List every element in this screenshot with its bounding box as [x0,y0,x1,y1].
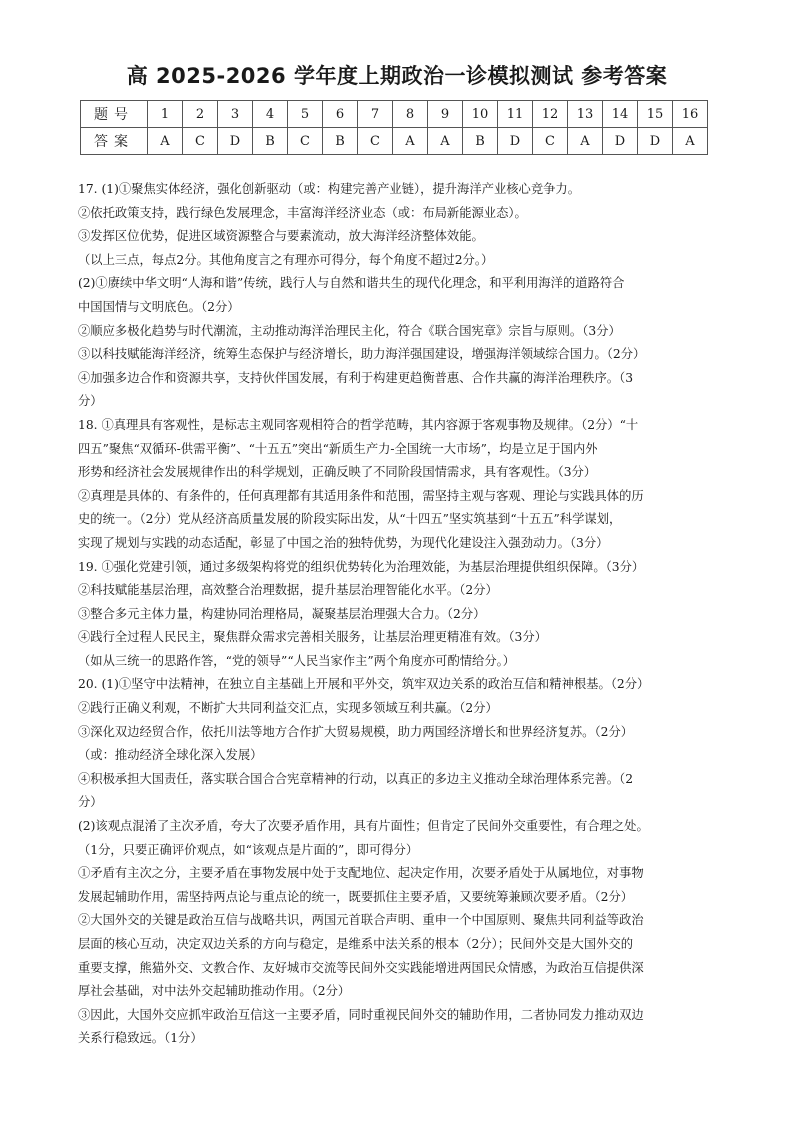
answer-line: 分） [78,795,103,810]
answer-line: ③整合多元主体力量，构建协同治理格局，凝聚基层治理强大合力。（2分） [78,606,486,621]
answer-line: ③以科技赋能海洋经济，统筹生态保护与经济增长，助力海洋强国建设，增强海洋领域综合国力。（2分） [78,347,646,362]
question-number: 12 [533,101,568,128]
answer-cell: A [568,128,603,155]
answer-line: ③发挥区位优势，促进区域资源整合与要素流动，放大海洋经济整体效能。 [78,229,484,244]
answer-line: ②科技赋能基层治理，高效整合治理数据，提升基层治理智能化水平。（2分） [78,583,498,598]
answer-line: ①矛盾有主次之分，主要矛盾在事物发展中处于支配地位、起决定作用，次要矛盾处于从属地位，对事物 [78,866,644,881]
answer-line: ②依托政策支持，践行绿色发展理念，丰富海洋经济业态（或：布局新能源业态）。 [78,205,527,220]
answer-line: 层面的核心互动，决定双边关系的方向与稳定，是维系中法关系的根本（2分）；民间外交是大国外交的 [78,937,634,951]
answer-line: ②践行正确义利观，不断扩大共同利益交汇点，实现多领域互利共赢。（2分） [78,701,498,716]
answer-line: 18. ①真理具有客观性，是标志主观同客观相符合的哲学范畴，其内容源于客观事物及规律。（2分）“十 [78,417,639,432]
answer-line: 17. (1)①聚焦实体经济，强化创新驱动（或：构建完善产业链），提升海洋产业核心竞争力。 [78,182,581,196]
answer-cell: C [358,128,393,155]
answer-body [78,178,720,1051]
answer-line: 形势和经济社会发展规律作出的科学规划，正确反映了不同阶段国情需求，具有客观性。（3分） [78,465,597,480]
answer-cell: B [253,128,288,155]
answer-cell: B [323,128,358,155]
answer-line: 实现了规划与实践的动态适配，彰显了中国之治的独特优势，为现代化建设注入强劲动力。（3分） [78,535,609,550]
answer-line: 厚社会基础，对中法外交起辅助推动作用。（2分） [78,984,351,999]
answer-line: （或：推动经济全球化深入发展） [78,748,263,763]
answer-cell: D [498,128,533,155]
question-number: 2 [183,101,218,128]
question-number: 4 [253,101,288,128]
answer-line: 中国国情与文明底色。（2分） [78,299,240,314]
answer-cell: A [148,128,183,155]
answer-line: 史的统一。（2分）党从经济高质量发展的阶段实际出发，从“十四五”坚实筑基到“十五五”科学谋划， [78,512,622,527]
answer-line: 分） [78,394,103,409]
answer-cell: A [393,128,428,155]
answer-line: 发展起辅助作用，需坚持两点论与重点论的统一，既要抓住主要矛盾，又要统筹兼顾次要矛盾。（2分） [78,889,634,904]
answer-cell: A [428,128,463,155]
answer-line: 20. (1)①坚守中法精神，在独立自主基础上开展和平外交，筑牢双边关系的政治互信和精神根基。（2分） [78,677,650,692]
answer-cell: D [638,128,673,155]
answer-line: ②顺应多极化趋势与时代潮流，主动推动海洋治理民主化，符合《联合国宪章》宗旨与原则。（3分） [78,323,621,338]
answer-line: ④践行全过程人民民主，聚焦群众需求完善相关服务，让基层治理更精准有效。（3分） [78,630,547,645]
question-number: 5 [288,101,323,128]
page-title: 高 2025-2026 学年度上期政治一诊模拟测试 参考答案 [126,64,668,88]
answer-line: (2)①赓续中华文明“人海和谐”传统，践行人与自然和谐共生的现代化理念，和平利用海洋的道路符合 [78,276,625,291]
answer-line: 重要支撑，熊猫外交、文教合作、友好城市交流等民间外交实践能增进两国民众情感，为政治互信提供深 [78,960,644,975]
answer-line: 19. ①强化党建引领，通过多级架构将党的组织优势转化为治理效能，为基层治理提供组织保障。（3分） [78,559,645,574]
answer-line: (2)该观点混淆了主次矛盾，夸大了次要矛盾作用，具有片面性；但肯定了民间外交重要性，有合理之处。 [78,819,649,834]
table-row [81,101,708,128]
question-number: 11 [498,101,533,128]
row-label: 题号 [81,101,148,128]
answer-cell: C [183,128,218,155]
answer-cell: D [603,128,638,155]
question-number: 3 [218,101,253,128]
question-number: 10 [463,101,498,128]
answer-line: ④加强多边合作和资源共享，支持伙伴国发展，有利于构建更趋衡普惠、合作共赢的海洋治理秩序。（3 [78,370,634,385]
answer-line: ②大国外交的关键是政治互信与战略共识，两国元首联合声明、重申一个中国原则、聚焦共同利益等政治 [78,913,644,928]
table-row [81,128,708,155]
question-number: 1 [148,101,183,128]
answer-line: ③深化双边经贸合作，依托川法等地方合作扩大贸易规模，助力两国经济增长和世界经济复苏。（2分） [78,724,634,739]
answer-line: （1分，只要正确评价观点，如“该观点是片面的”，即可得分） [78,842,419,857]
question-number: 13 [568,101,603,128]
answer-line: 关系行稳致远。（1分） [78,1031,203,1046]
question-number: 9 [428,101,463,128]
answer-cell: C [533,128,568,155]
answer-line: 四五”聚焦“双循环-供需平衡”、“十五五”突出“新质生产力-全国统一大市场”，均是立足于国内外 [78,441,598,456]
question-number: 15 [638,101,673,128]
answer-line: ④积极承担大国责任，落实联合国合合宪章精神的行动，以真正的多边主义推动全球治理体系完善。（2 [78,771,634,786]
question-number: 14 [603,101,638,128]
answer-line: ②真理是具体的、有条件的，任何真理都有其适用条件和范围，需坚持主观与客观、理论与实践具体的历 [78,488,644,503]
answer-line: （如从三统一的思路作答，“党的领导”“人民当家作主”两个角度亦可酌情给分。） [78,653,516,668]
answer-cell: A [673,128,708,155]
question-number: 16 [673,101,708,128]
answer-line: ③因此，大国外交应抓牢政治互信这一主要矛盾，同时重视民间外交的辅助作用，二者协同发力推动双边 [78,1007,644,1022]
row-label: 答案 [81,128,148,155]
question-number: 6 [323,101,358,128]
answer-cell: C [288,128,323,155]
question-number: 8 [393,101,428,128]
question-number: 7 [358,101,393,128]
answer-cell: B [463,128,498,155]
answer-table [80,100,708,155]
answer-line: （以上三点，每点2分。其他角度言之有理亦可得分，每个角度不超过2分。） [78,252,494,267]
answer-cell: D [218,128,253,155]
